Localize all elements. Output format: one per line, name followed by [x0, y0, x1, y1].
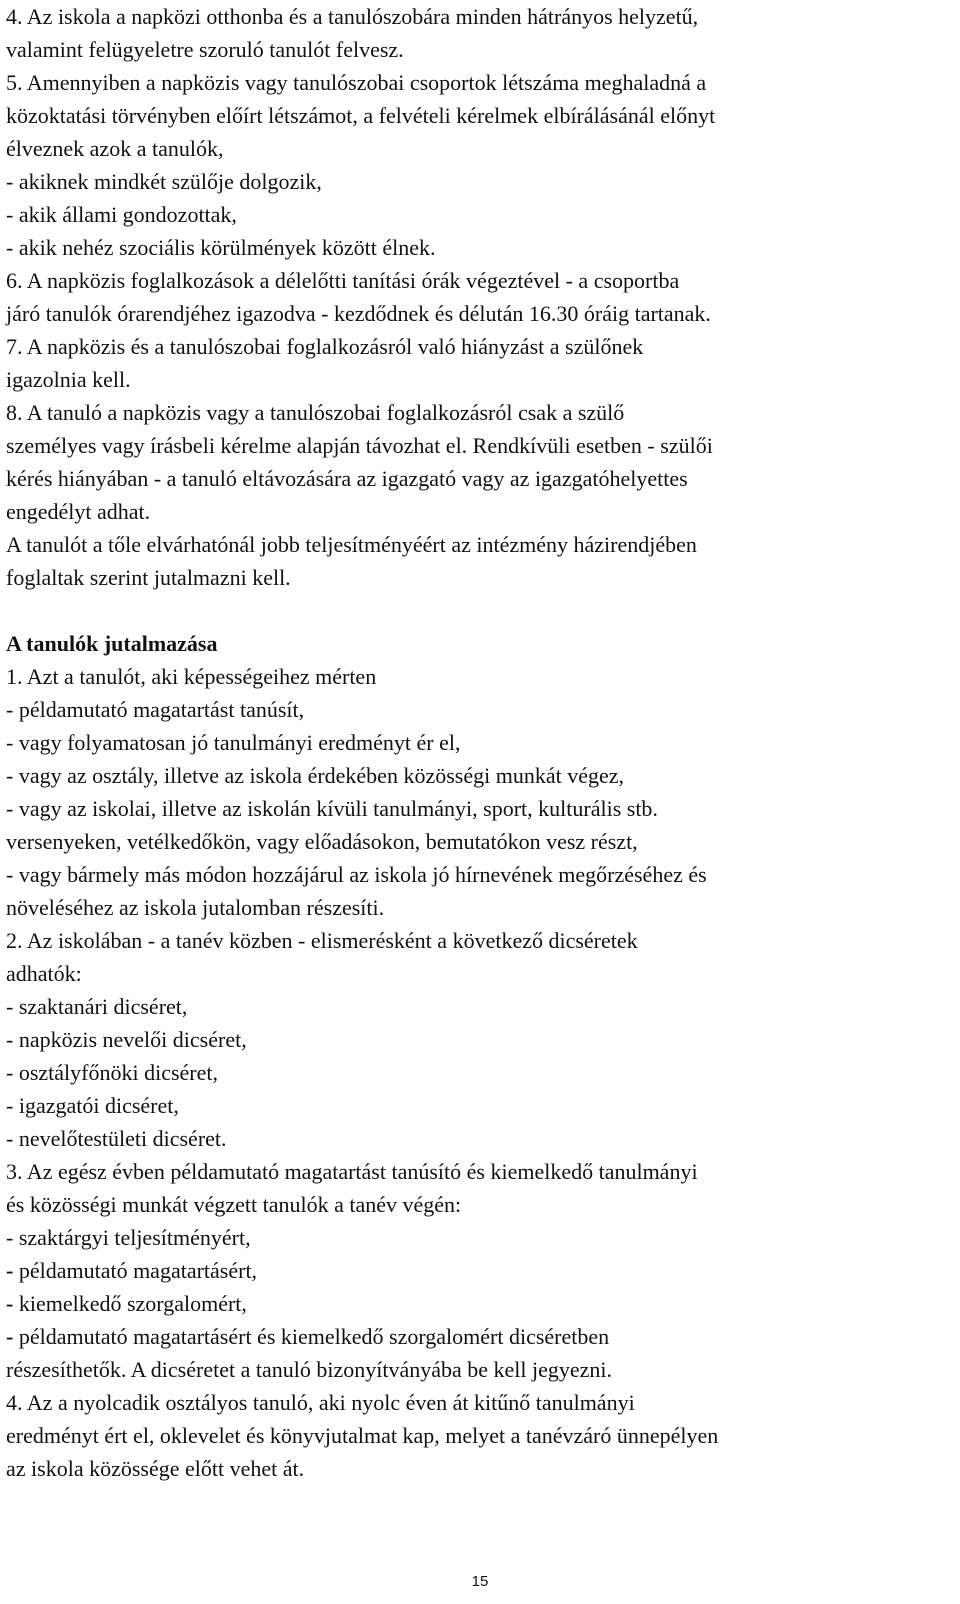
text-line-body: kiemelkedő szorgalomért,: [13, 1291, 247, 1316]
bullet-dash: -: [6, 1291, 14, 1316]
text-line: részesíthetők. A dicséretet a tanuló bizonyítványába be kell jegyezni.: [6, 1357, 613, 1382]
text-line: - vagy folyamatosan jó tanulmányi eredményt ér el,: [6, 730, 461, 755]
text-line: járó tanulók órarendjéhez igazodva - kezdődnek és délután 16.30 óráig tartanak.: [6, 301, 711, 326]
text-line: növeléséhez az iskola jutalomban részesíti.: [6, 895, 385, 920]
text-line: - napközis nevelői dicséret,: [6, 1027, 247, 1052]
text-line: engedélyt adhat.: [6, 499, 151, 524]
text-line: - igazgatói dicséret,: [6, 1093, 179, 1118]
text-line: élveznek azok a tanulók,: [6, 136, 224, 161]
text-line: - nevelőtestületi dicséret.: [6, 1126, 227, 1151]
text-line: - osztályfőnöki dicséret,: [6, 1060, 218, 1085]
text-line: 2. Az iskolában - a tanév közben - elismerésként a következő dicséretek: [6, 928, 638, 953]
text-line: foglaltak szerint jutalmazni kell.: [6, 565, 291, 590]
text-line: valamint felügyeletre szoruló tanulót felvesz.: [6, 37, 404, 62]
text-line: az iskola közössége előtt vehet át.: [6, 1456, 305, 1481]
text-line: versenyeken, vetélkedőkön, vagy előadásokon, bemutatókon vesz részt,: [6, 829, 638, 854]
section-heading: A tanulók jutalmazása: [6, 631, 218, 656]
text-line: 8. A tanuló a napközis vagy a tanulószobai foglalkozásról csak a szülő: [6, 400, 625, 425]
text-line: - szaktanári dicséret,: [6, 994, 188, 1019]
text-line: adhatók:: [6, 961, 82, 986]
text-line: - példamutató magatartást tanúsít,: [6, 697, 305, 722]
text-line: - szaktárgyi teljesítményért,: [6, 1225, 251, 1250]
text-line: kérés hiányában - a tanuló eltávozására az igazgató vagy az igazgatóhelyettes: [6, 466, 688, 491]
document-body: [6, 0, 946, 1485]
text-line: igazolnia kell.: [6, 367, 131, 392]
text-line: eredményt ért el, oklevelet és könyvjutalmat kap, melyet a tanévzáró ünnepélyen: [6, 1423, 719, 1448]
text-line: 6. A napközis foglalkozások a délelőtti tanítási órák végeztével - a csoportba: [6, 268, 680, 293]
text-line: és közösségi munkát végzett tanulók a tanév végén:: [6, 1192, 462, 1217]
text-line: közoktatási törvényben előírt létszámot, a felvételi kérelmek elbírálásánál előnyt: [6, 103, 716, 128]
text-line-body: példamutató magatartásért és kiemelkedő szorgalomért dicséretben: [13, 1324, 610, 1349]
text-line: [6, 1287, 946, 1320]
bullet-dash: -: [6, 1258, 14, 1283]
bullet-dash: -: [6, 1324, 14, 1349]
text-line: - akik állami gondozottak,: [6, 202, 237, 227]
text-line: személyes vagy írásbeli kérelme alapján távozhat el. Rendkívüli esetben - szülői: [6, 433, 713, 458]
text-line: 4. Az a nyolcadik osztályos tanuló, aki nyolc éven át kitűnő tanulmányi: [6, 1390, 635, 1415]
paragraph-spacer: [6, 594, 946, 627]
text-line: 4. Az iskola a napközi otthonba és a tanulószobára minden hátrányos helyzetű,: [6, 4, 699, 29]
text-line: 1. Azt a tanulót, aki képességeihez mérten: [6, 664, 377, 689]
text-line: 5. Amennyiben a napközis vagy tanulószobai csoportok létszáma meghaladná a: [6, 70, 707, 95]
text-line: [6, 1320, 946, 1353]
text-line: - akiknek mindkét szülője dolgozik,: [6, 169, 322, 194]
text-line: [6, 1254, 946, 1287]
text-line: 3. Az egész évben példamutató magatartást tanúsító és kiemelkedő tanulmányi: [6, 1159, 698, 1184]
text-line: - vagy az iskolai, illetve az iskolán kívüli tanulmányi, sport, kulturális stb.: [6, 796, 658, 821]
text-line: A tanulót a tőle elvárhatónál jobb teljesítményéért az intézmény házirendjében: [6, 532, 697, 557]
text-line: - vagy bármely más módon hozzájárul az iskola jó hírnevének megőrzéséhez és: [6, 862, 707, 887]
page-number: 15: [471, 1573, 489, 1590]
text-line: - akik nehéz szociális körülmények között élnek.: [6, 235, 436, 260]
text-line-body: példamutató magatartásért,: [13, 1258, 258, 1283]
text-line: 7. A napközis és a tanulószobai foglalkozásról való hiányzást a szülőnek: [6, 334, 644, 359]
text-line: - vagy az osztály, illetve az iskola érdekében közösségi munkát végez,: [6, 763, 624, 788]
